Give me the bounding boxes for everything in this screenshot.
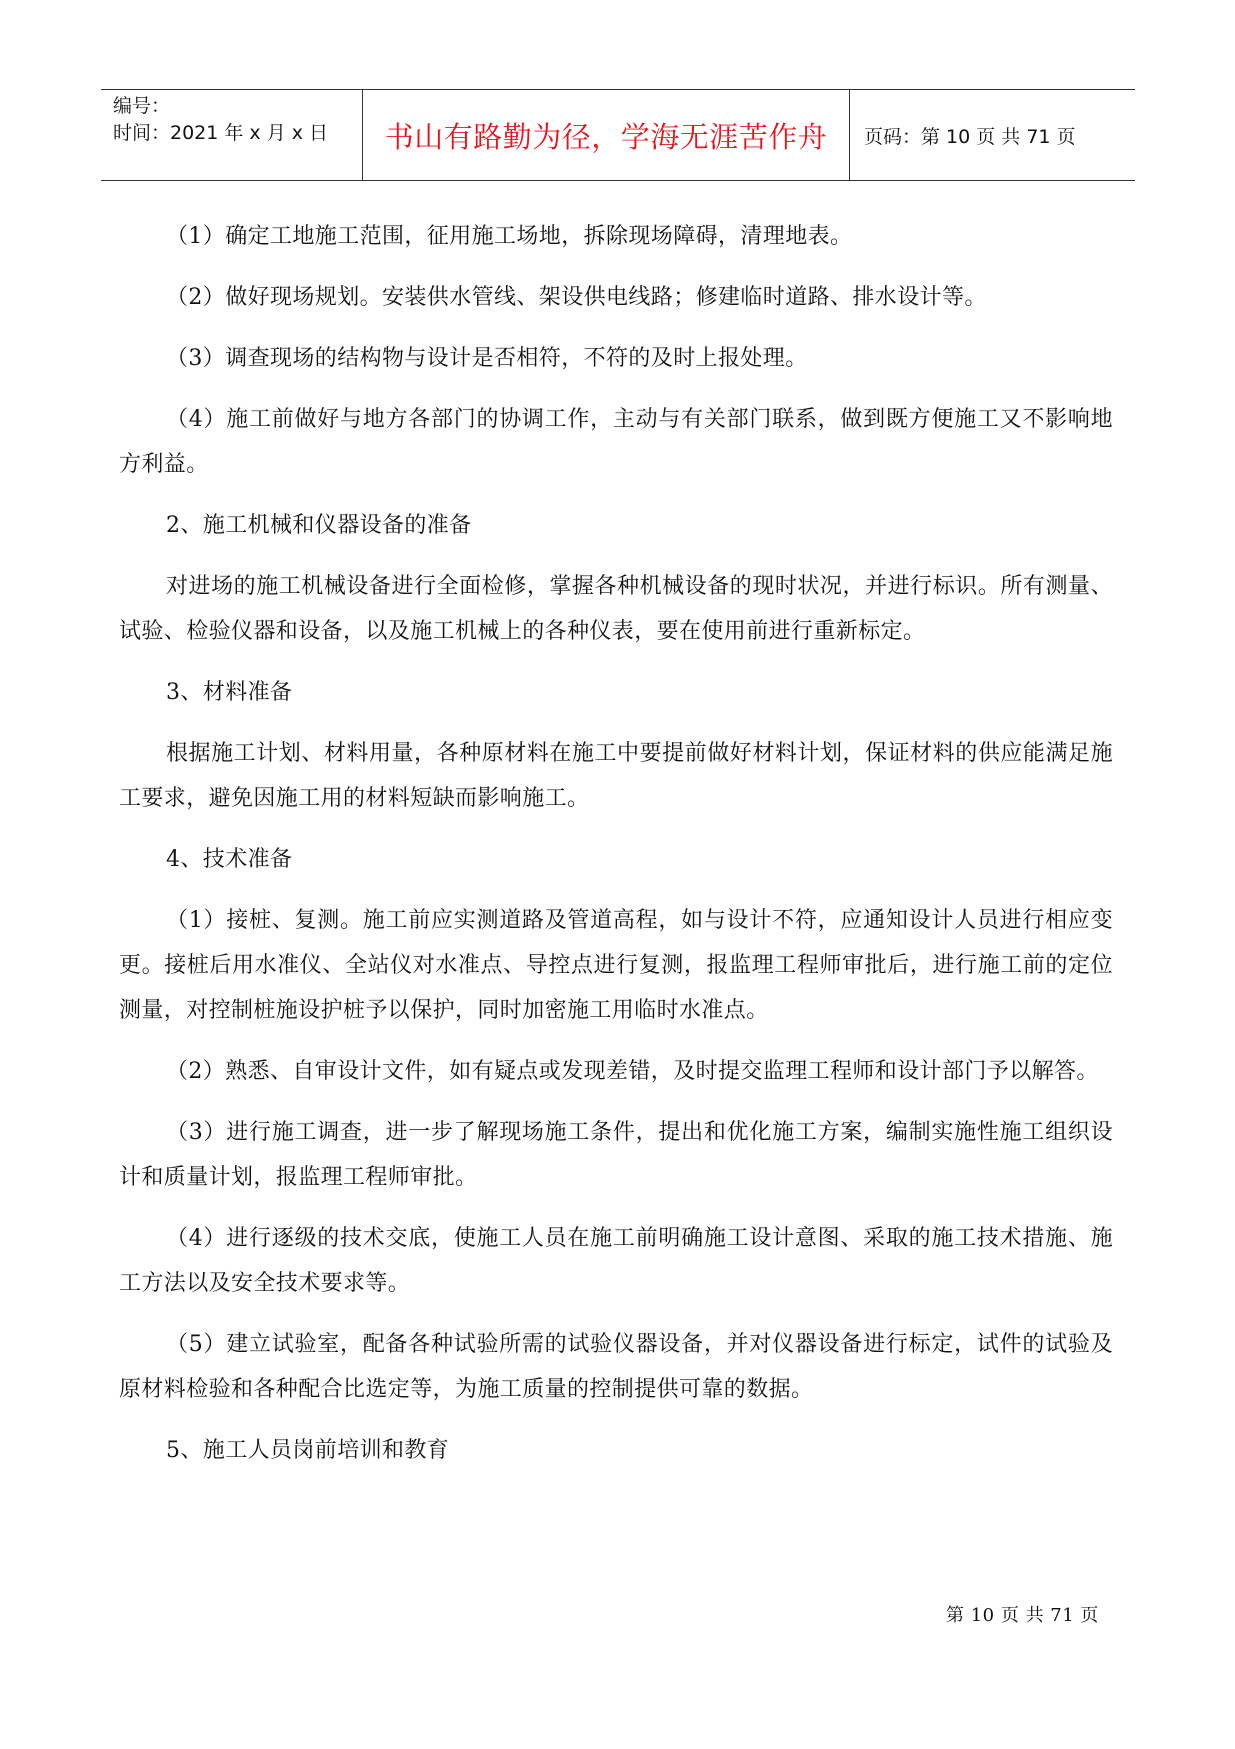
- motto-cell: [363, 90, 850, 180]
- page-number-cell: [850, 90, 1135, 180]
- footer-page-number: 第 10 页 共 71 页: [946, 1605, 1099, 1626]
- paragraph: （1）接桩、复测。施工前应实测道路及管道高程，如与设计不符，应通知设计人员进行相应变更。接桩后用水准仪、全站仪对水准点、导控点进行复测，报监理工程师审批后，进行施工前的定位测量，对控制桩施设护桩予以保护，同时加密施工用临时水准点。: [119, 908, 1113, 1023]
- section-heading: 2、施工机械和仪器设备的准备: [166, 513, 472, 538]
- paragraph: 根据施工计划、材料用量，各种原材料在施工中要提前做好材料计划，保证材料的供应能满足施工要求，避免因施工用的材料短缺而影响施工。: [119, 741, 1113, 811]
- motto-text: 书山有路勤为径，学海无涯苦作舟: [384, 119, 828, 154]
- paragraph: （2）做好现场规划。安装供水管线、架设供电线路；修建临时道路、排水设计等。: [166, 285, 987, 310]
- paragraph: （5）建立试验室，配备各种试验所需的试验仪器设备，并对仪器设备进行标定，试件的试验及原材料检验和各种配合比选定等，为施工质量的控制提供可靠的数据。: [119, 1332, 1113, 1402]
- document-body: [119, 214, 1113, 1489]
- page-footer: [946, 1601, 1099, 1627]
- header-page-label: 页码：第 10 页 共 71 页: [864, 125, 1076, 148]
- paragraph: （3）进行施工调查，进一步了解现场施工条件，提出和优化施工方案，编制实施性施工组织设计和质量计划，报监理工程师审批。: [119, 1120, 1113, 1190]
- paragraph: （3）调查现场的结构物与设计是否相符，不符的及时上报处理。: [166, 346, 808, 371]
- paragraph: （4）施工前做好与地方各部门的协调工作，主动与有关部门联系，做到既方便施工又不影响地方利益。: [119, 407, 1113, 477]
- section-heading: 4、技术准备: [166, 847, 293, 872]
- section-heading: 3、材料准备: [166, 680, 293, 705]
- paragraph: （4）进行逐级的技术交底，使施工人员在施工前明确施工设计意图、采取的施工技术措施、施工方法以及安全技术要求等。: [119, 1226, 1113, 1296]
- header-info-cell: [101, 90, 363, 180]
- section-heading: 5、施工人员岗前培训和教育: [166, 1438, 450, 1463]
- number-label: 编号：: [113, 95, 171, 117]
- paragraph: 对进场的施工机械设备进行全面检修，掌握各种机械设备的现时状况，并进行标识。所有测量、试验、检验仪器和设备，以及施工机械上的各种仪表，要在使用前进行重新标定。: [119, 574, 1113, 644]
- page-header: [101, 89, 1135, 181]
- time-label: 时间：2021 年 x 月 x 日: [113, 122, 329, 144]
- paragraph: （1）确定工地施工范围，征用施工场地，拆除现场障碍，清理地表。: [166, 224, 853, 249]
- paragraph: （2）熟悉、自审设计文件，如有疑点或发现差错，及时提交监理工程师和设计部门予以解答。: [166, 1059, 1099, 1084]
